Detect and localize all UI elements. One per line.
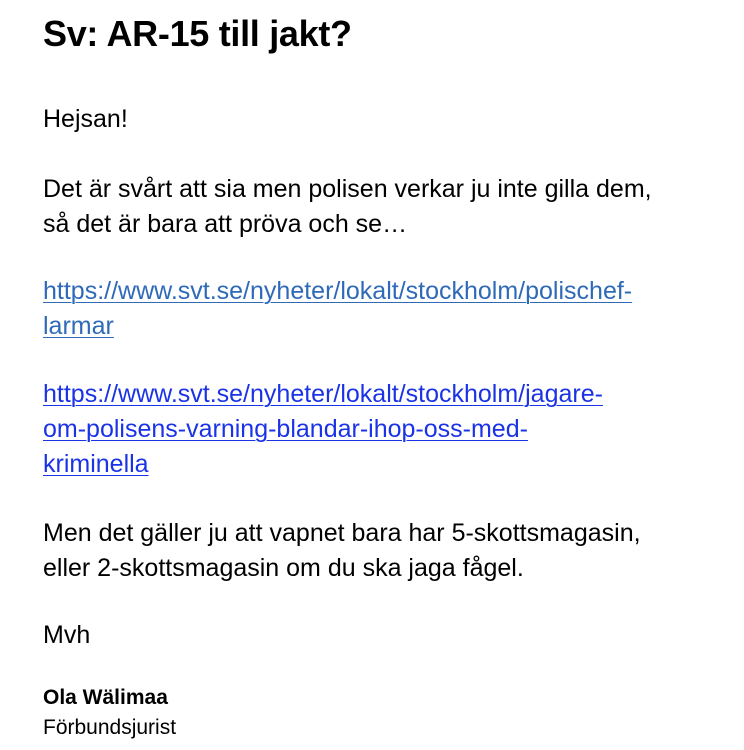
paragraph-magazine [43, 516, 723, 586]
paragraph-magazine-line-2: eller 2-skottsmagasin om du ska jaga fågel. [43, 554, 524, 582]
link-jagare-polisens-varning-line-1: https://www.svt.se/nyheter/lokalt/stockholm/jagare- [43, 380, 603, 408]
link-polischef-larmar[interactable] [43, 274, 723, 344]
signature-name: Ola Wälimaa [43, 686, 168, 709]
link-jagare-polisens-varning[interactable] [43, 377, 723, 482]
paragraph-intro-line-2: så det är bara att pröva och se… [43, 210, 408, 238]
email-subject: Sv: AR-15 till jakt? [43, 13, 352, 54]
greeting: Hejsan! [43, 105, 128, 133]
signature-title: Förbundsjurist [43, 716, 177, 739]
paragraph-intro [43, 172, 723, 242]
link-jagare-polisens-varning-line-3: kriminella [43, 450, 149, 478]
link-jagare-polisens-varning-line-2: om-polisens-varning-blandar-ihop-oss-med- [43, 415, 528, 443]
link-polischef-larmar-line-2: larmar [43, 312, 114, 340]
paragraph-magazine-line-1: Men det gäller ju att vapnet bara har 5-skottsmagasin, [43, 519, 641, 547]
paragraph-intro-line-1: Det är svårt att sia men polisen verkar ju inte gilla dem, [43, 175, 652, 203]
link-polischef-larmar-line-1: https://www.svt.se/nyheter/lokalt/stockholm/polischef- [43, 277, 633, 305]
closing: Mvh [43, 621, 91, 649]
